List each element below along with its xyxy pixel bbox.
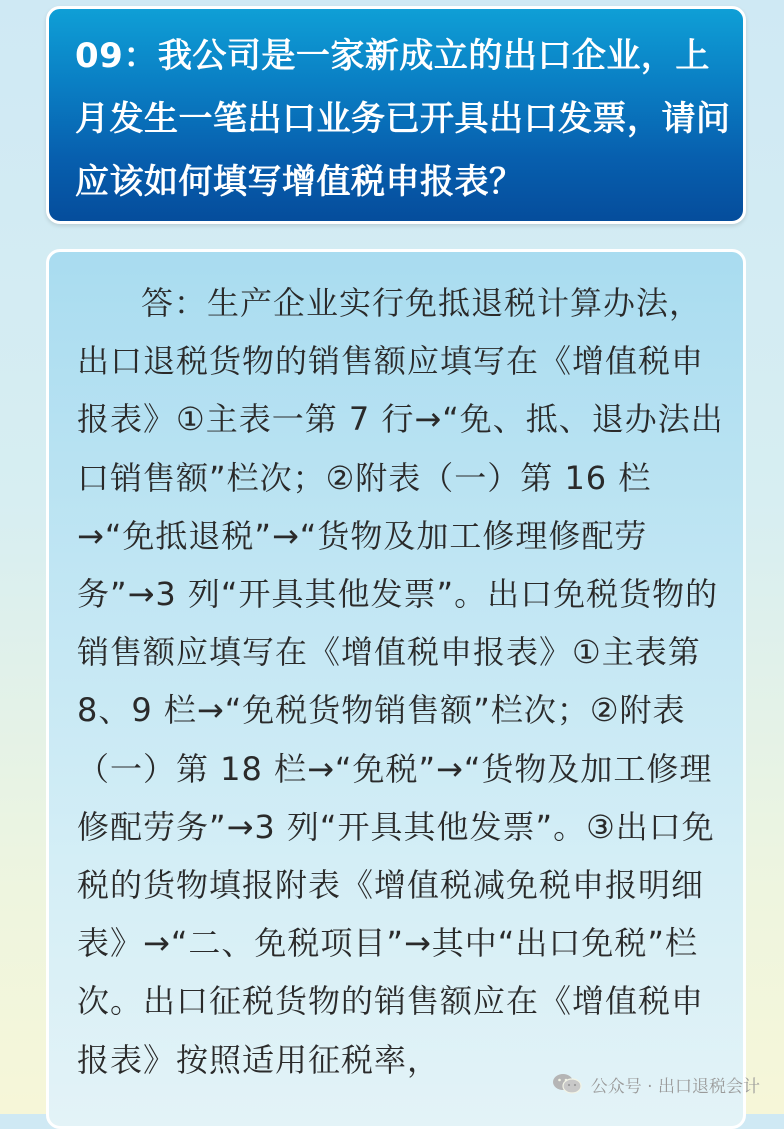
wechat-icon (551, 1073, 583, 1095)
question-text: 09：我公司是一家新成立的出口企业，上月发生一笔出口业务已开具出口发票，请问应该如何填写增值税申报表？ (75, 36, 731, 202)
answer-text: 答：生产企业实行免抵退税计算办法，出口退税货物的销售额应填写在《增值税申报表》①主表一第 7 行→“免、抵、退办法出口销售额”栏次；②附表（一）第 16 栏→“免抵退税”→“货物及加工修理修配劳务”→3 列“开具其他发票”。出口免税货物的销售额应填写在《增值税申报表》①主表第 8、9 栏→“免税货物销售额”栏次；②附表（一）第 18 栏→“免税”→“货物及加工修理修配劳务”→3 列“开具其他发票”。③出口免税的货物填报附表《增值税减免税申报明细表》→“二、免税项目”→其中“出口免税”栏次。出口征税货物的销售额应在《增值税申报表》按照适用征税率， (77, 284, 724, 1079)
question-card (46, 6, 746, 224)
answer-card (46, 249, 746, 1129)
watermark (551, 1069, 760, 1099)
watermark-text: 公众号 · 出口退税会计 (590, 1076, 760, 1097)
